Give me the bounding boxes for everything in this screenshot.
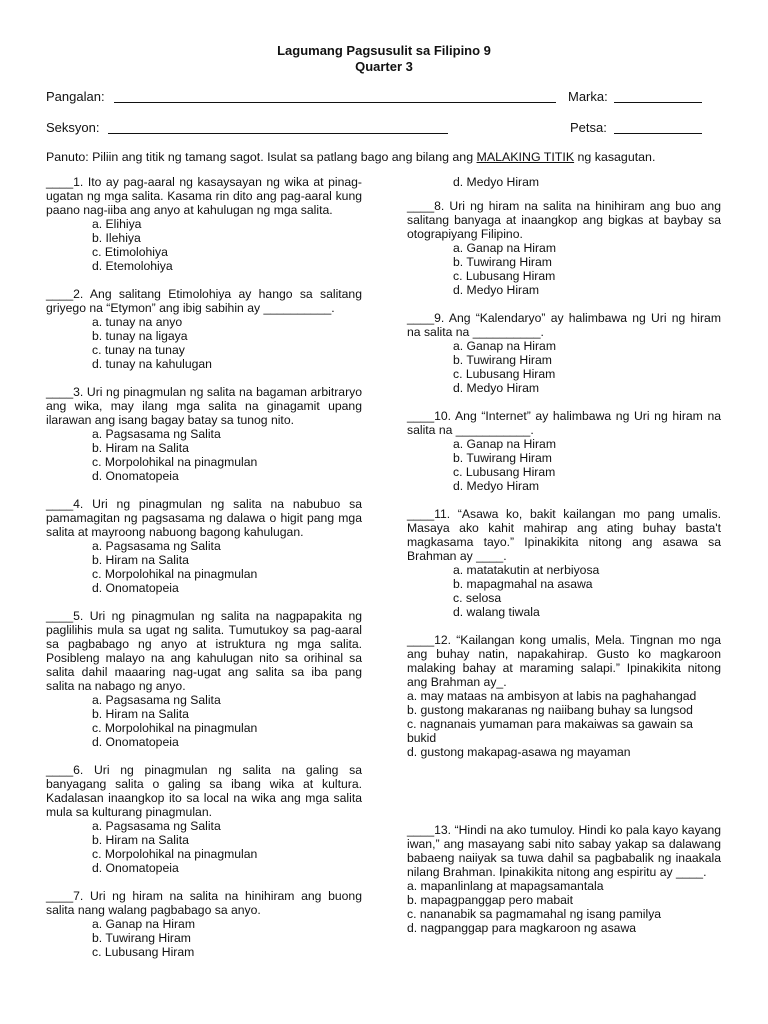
question-11	[407, 507, 721, 619]
question-number: 1.	[73, 175, 84, 189]
question-3	[46, 385, 362, 483]
question-number: 7.	[73, 889, 84, 903]
date-label: Petsa:	[570, 120, 607, 135]
instructions	[46, 150, 726, 164]
options	[46, 315, 362, 371]
question-5	[46, 609, 362, 749]
question-number: 9.	[434, 311, 445, 325]
instructions-end: ng kasagutan.	[574, 150, 656, 164]
question-text: Ito ay pag-aaral ng kasaysayan ng wika at pinag-ugatan ng mga salita. Kasama rin dito ang pag-aaral kung paano nag-iiba ang anyo at kahulugan ng mga salita.	[46, 175, 362, 217]
options	[407, 563, 721, 619]
option[interactable]: a. Ganap na Hiram	[92, 917, 195, 931]
option[interactable]: b. mapagmahal na asawa	[453, 577, 593, 591]
options	[407, 689, 721, 759]
question-number: 11.	[434, 507, 451, 521]
option[interactable]: d. Medyo Hiram	[453, 175, 540, 189]
question-number: 10.	[434, 409, 452, 423]
options	[46, 427, 362, 483]
option[interactable]: d. Onomatopeia	[92, 861, 179, 875]
options	[407, 437, 721, 493]
option[interactable]: b. Tuwirang Hiram	[453, 255, 552, 269]
option[interactable]: c. tunay na tunay	[92, 343, 185, 357]
option[interactable]: c. Morpolohikal na pinagmulan	[92, 721, 258, 735]
option[interactable]: c. Morpolohikal na pinagmulan	[92, 847, 258, 861]
question-7-continued	[407, 175, 721, 189]
answer-blank[interactable]: ____	[46, 385, 74, 399]
question-12	[407, 633, 721, 759]
question-stem	[46, 609, 362, 693]
option[interactable]: c. Morpolohikal na pinagmulan	[92, 455, 258, 469]
question-text: Uri ng hiram na salita na hinihiram ang buo ang salitang banyaga at inaangkop ang bigkas at baybay sa otograpiyang Filipino.	[407, 199, 721, 241]
option[interactable]: d. Onomatopeia	[92, 469, 179, 483]
option[interactable]: c. selosa	[453, 591, 502, 605]
option[interactable]: b. Hiram na Salita	[92, 441, 189, 455]
option[interactable]: b. Hiram na Salita	[92, 833, 189, 847]
option[interactable]: b. Tuwirang Hiram	[92, 931, 191, 945]
question-stem	[46, 889, 362, 917]
question-stem	[407, 633, 721, 689]
question-text: Uri ng pinagmulan ng salita na galing sa banyagang salita o galing sa ibang wika at kultura. Kadalasan inaangkop ito sa local na wika ang mga salita mula sa kulturang pinagmulan.	[46, 763, 362, 819]
option[interactable]: c. nananabik sa pagmamahal ng isang pamilya	[407, 907, 662, 921]
option[interactable]: a. Ganap na Hiram	[453, 339, 556, 353]
question-text: “Kailangan kong umalis, Mela. Tingnan mo nga ang buhay natin, napakahirap. Gusto ko magkaroon malaking bahay at maraming salapi.” Ipinakikita nitong ang Brahman ay_.	[407, 633, 721, 689]
question-text: Ang “Internet” ay halimbawa ng Uri ng hiram na salita na ___________.	[407, 409, 721, 437]
option[interactable]: b. Hiram na Salita	[92, 553, 189, 567]
instructions-text: Panuto: Piliin ang titik ng tamang sagot. Isulat sa patlang bago ang bilang ang	[46, 150, 477, 164]
question-number: 3.	[73, 385, 84, 399]
question-text: Uri ng hiram na salita na hinihiram ang buong salita nang walang pagbabago sa anyo.	[46, 889, 362, 917]
right-column	[407, 175, 721, 949]
question-text: Ang salitang Etimolohiya ay hango sa salitang griyego na “Etymon” ang ibig sabihin ay __________.	[46, 287, 362, 315]
options	[46, 693, 362, 749]
options	[407, 879, 721, 935]
answer-blank[interactable]: ____	[46, 175, 74, 189]
option[interactable]: a. Pagsasama ng Salita	[92, 819, 221, 833]
answer-blank[interactable]: ____	[407, 409, 435, 423]
question-9	[407, 311, 721, 395]
options	[46, 539, 362, 595]
section-label: Seksyon:	[46, 120, 100, 135]
question-1	[46, 175, 362, 273]
answer-blank[interactable]: ____	[46, 497, 74, 511]
question-stem	[46, 763, 362, 819]
score-line[interactable]	[614, 102, 702, 103]
question-2	[46, 287, 362, 371]
option[interactable]: b. Hiram na Salita	[92, 707, 189, 721]
option[interactable]: a. Pagsasama ng Salita	[92, 539, 221, 553]
option[interactable]: d. tunay na kahulugan	[92, 357, 212, 371]
option[interactable]: b. tunay na ligaya	[92, 329, 188, 343]
question-text: Ang “Kalendaryo” ay halimbawa ng Uri ng hiram na salita na __________.	[407, 311, 721, 339]
question-10	[407, 409, 721, 493]
option[interactable]: d. gustong makapag-asawa ng mayaman	[407, 745, 631, 759]
option[interactable]: a. Pagsasama ng Salita	[92, 693, 221, 707]
question-number: 5.	[73, 609, 84, 623]
option[interactable]: d. nagpanggap para magkaroon ng asawa	[407, 921, 637, 935]
question-7	[46, 889, 362, 959]
option[interactable]: b. Tuwirang Hiram	[453, 353, 552, 367]
option[interactable]: a. Pagsasama ng Salita	[92, 427, 221, 441]
question-8	[407, 199, 721, 297]
answer-blank[interactable]: ____	[407, 633, 435, 647]
question-stem	[46, 287, 362, 315]
instructions-emphasis: MALAKING TITIK	[476, 150, 575, 164]
option[interactable]: c. Etimolohiya	[92, 245, 168, 259]
option[interactable]: d. Onomatopeia	[92, 735, 179, 749]
option[interactable]: d. Medyo Hiram	[453, 381, 540, 395]
question-stem	[407, 199, 721, 241]
answer-blank[interactable]: ____	[407, 507, 435, 521]
options	[407, 175, 721, 189]
answer-blank[interactable]: ____	[46, 889, 74, 903]
option[interactable]: a. matatakutin at nerbiyosa	[453, 563, 600, 577]
answer-blank[interactable]: ____	[46, 609, 74, 623]
option[interactable]: a. Ganap na Hiram	[453, 437, 556, 451]
question-text: Uri ng pinagmulan ng salita na nabubuo sa pamamagitan ng pagsasama ng dalawa o higit pang mga salita at mayroong nabuong bagong kahulugan.	[46, 497, 362, 539]
question-stem	[46, 175, 362, 217]
name-line[interactable]	[114, 102, 556, 103]
question-text: Uri ng pinagmulan ng salita na bagaman arbitraryo ang wika, may ilang mga salita na ginagamit upang ilarawan ang isang bagay batay sa tunog nito.	[46, 385, 362, 427]
option[interactable]: d. Medyo Hiram	[453, 479, 540, 493]
question-stem	[407, 507, 721, 563]
option[interactable]: c. Lubusang Hiram	[453, 269, 556, 283]
option[interactable]: c. Morpolohikal na pinagmulan	[92, 567, 258, 581]
option[interactable]: c. Lubusang Hiram	[453, 367, 556, 381]
option[interactable]: a. Elihiya	[92, 217, 142, 231]
answer-blank[interactable]: ____	[46, 287, 74, 301]
option[interactable]: c. Lubusang Hiram	[453, 465, 556, 479]
option[interactable]: a. may mataas na ambisyon at labis na paghahangad	[407, 689, 697, 703]
question-stem	[46, 497, 362, 539]
question-number: 13.	[434, 823, 452, 837]
question-stem	[407, 409, 721, 437]
options	[46, 217, 362, 273]
question-stem	[407, 823, 721, 879]
options	[46, 917, 362, 959]
option[interactable]: d. Onomatopeia	[92, 581, 179, 595]
option[interactable]: d. walang tiwala	[453, 605, 540, 619]
question-number: 4.	[73, 497, 84, 511]
option[interactable]: a. mapanlinlang at mapagsamantala	[407, 879, 604, 893]
question-text: Uri ng pinagmulan ng salita na nagpapakita ng paglilihis mula sa ugat ng salita. Tumutukoy sa pag-aaral sa pagbabago ng anyo at istruktura ng mga salita. Posibleng malayo na ang kahulugan nito sa orihinal sa salita dahil maaaring nag-ugat ang salita sa iba pang salita na nabago ng anyo.	[46, 609, 363, 693]
option[interactable]: b. Tuwirang Hiram	[453, 451, 552, 465]
question-4	[46, 497, 362, 595]
page-subtitle: Quarter 3	[355, 59, 413, 74]
question-stem	[407, 311, 721, 339]
left-column	[46, 175, 362, 973]
answer-blank[interactable]: ____	[407, 823, 435, 837]
question-stem	[46, 385, 362, 427]
option[interactable]: d. Etemolohiya	[92, 259, 173, 273]
date-line[interactable]	[614, 133, 702, 134]
question-6	[46, 763, 362, 875]
question-number: 12.	[434, 633, 452, 647]
question-13	[407, 823, 721, 935]
option[interactable]: a. tunay na anyo	[92, 315, 183, 329]
option[interactable]: c. Lubusang Hiram	[92, 945, 195, 959]
option[interactable]: b. gustong makaranas ng naiibang buhay sa lungsod	[407, 703, 693, 717]
option[interactable]: b. mapagpanggap pero mabait	[407, 893, 574, 907]
page-title: Lagumang Pagsusulit sa Filipino 9	[277, 43, 491, 58]
question-number: 8.	[434, 199, 445, 213]
option[interactable]: b. Ilehiya	[92, 231, 141, 245]
answer-blank[interactable]: ____	[407, 199, 435, 213]
question-number: 6.	[73, 763, 84, 777]
options	[407, 241, 721, 297]
answer-blank[interactable]: ____	[46, 763, 74, 777]
section-line[interactable]	[108, 133, 448, 134]
option[interactable]: a. Ganap na Hiram	[453, 241, 556, 255]
spacer	[407, 773, 721, 823]
options	[46, 819, 362, 875]
question-text: “Hindi na ako tumuloy. Hindi ko pala kayo kayang iwan,” ang masayang sabi nito sabay yakap sa dalawang babaeng naiiyak sa tuwa dahil sa pagbabalik ng inaakala nilang Brahman. Ipinakikita nitong ang espiritu ay ____.	[407, 823, 722, 879]
name-label: Pangalan:	[46, 89, 105, 104]
score-label: Marka:	[568, 89, 608, 104]
options	[407, 339, 721, 395]
question-number: 2.	[73, 287, 84, 301]
answer-blank[interactable]: ____	[407, 311, 435, 325]
option[interactable]: d. Medyo Hiram	[453, 283, 540, 297]
question-text: “Asawa ko, bakit kailangan mo pang umalis. Masaya ako kahit mahirap ang ating buhay basta't magkasama tayo.” Ipinakikita nitong ang asawa sa Brahman ay ____.	[407, 507, 721, 563]
option[interactable]: c. nagnanais yumaman para makaiwas sa gawain sa bukid	[407, 717, 693, 745]
